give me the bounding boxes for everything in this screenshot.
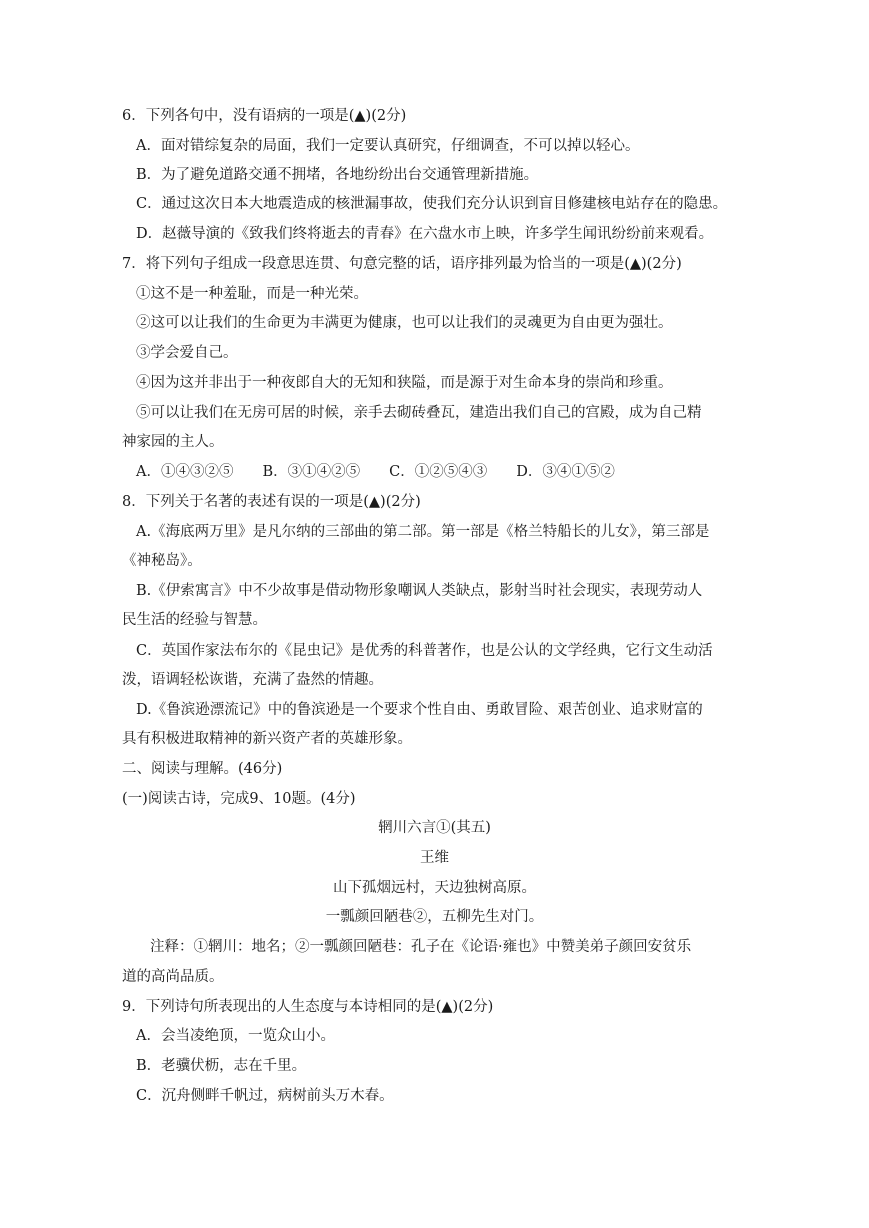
question-6-option-b: B．为了避免道路交通不拥堵，各地纷纷出台交通管理新措施。 (136, 167, 539, 183)
question-8-option-c: C．英国作家法布尔的《昆虫记》是优秀的科普著作，也是公认的文学经典，它行文生动活 (136, 643, 713, 659)
question-6-option-d: D．赵薇导演的《致我们终将逝去的青春》在六盘水市上映，许多学生闻讯纷纷前来观看。 (136, 226, 714, 242)
question-9-option-c: C．沉舟侧畔千帆过，病树前头万木春。 (136, 1088, 394, 1104)
question-7-sentence-4: ④因为这并非出于一种夜郎自大的无知和狭隘，而是源于对生命本身的崇尚和珍重。 (136, 375, 673, 391)
poem-author: 王维 (420, 850, 449, 866)
poem-line-1: 山下孤烟远村，天边独树高原。 (333, 880, 536, 896)
poem-line-2: 一瓢颜回陋巷②，五柳先生对门。 (325, 909, 544, 925)
question-7-stem: 7．将下列句子组成一段意思连贯、句意完整的话，语序排列最为恰当的一项是(▲)(2分) (122, 256, 682, 272)
question-6-option-c: C．通过这次日本大地震造成的核泄漏事故，使我们充分认识到盲目修建核电站存在的隐患。 (136, 196, 728, 212)
question-8-option-c-cont: 泼，语调轻松诙谐，充满了盎然的情趣。 (122, 672, 383, 688)
question-6-option-a: A．面对错综复杂的局面，我们一定要认真研究，仔细调查，不可以掉以轻心。 (136, 138, 640, 154)
question-8-option-b: B.《伊索寓言》中不少故事是借动物形象嘲讽人类缺点，影射当时社会现实，表现劳动人 (136, 583, 703, 599)
poem-title: 辋川六言①(其五) (378, 820, 491, 836)
question-8-option-a-cont: 《神秘岛》。 (122, 553, 202, 569)
question-9-stem: 9．下列诗句所表现出的人生态度与本诗相同的是(▲)(2分) (122, 999, 494, 1015)
question-7-sentence-2: ②这可以让我们的生命更为丰满更为健康，也可以让我们的灵魂更为自由更为强壮。 (136, 315, 673, 331)
question-6-stem: 6．下列各句中，没有语病的一项是(▲)(2分) (122, 108, 407, 124)
section-2-heading: 二、阅读与理解。(46分) (122, 761, 283, 777)
question-8-option-a: A.《海底两万里》是凡尔纳的三部曲的第二部。第一部是《格兰特船长的儿女》，第三部是 (136, 524, 710, 540)
question-7-sentence-3: ③学会爱自己。 (136, 345, 238, 361)
question-9-option-a: A．会当凌绝顶，一览众山小。 (136, 1028, 335, 1044)
question-8-option-b-cont: 民生活的经验与智慧。 (122, 612, 267, 628)
question-7-sentence-1: ①这不是一种羞耻，而是一种光荣。 (136, 286, 368, 302)
poem-notes-cont: 道的高尚品质。 (122, 969, 224, 985)
question-7-sentence-5-cont: 神家园的主人。 (122, 434, 224, 450)
question-7-sentence-5: ⑤可以让我们在无房可居的时候，亲手去砌砖叠瓦，建造出我们自己的宫殿，成为自己精 (136, 405, 702, 421)
question-8-option-d-cont: 具有积极进取精神的新兴资产者的英雄形象。 (122, 731, 412, 747)
poem-notes: 注释：①辋川：地名；②一瓢颜回陋巷：孔子在《论语·雍也》中赞美弟子颜回安贫乐 (150, 939, 692, 955)
question-9-option-b: B．老骥伏枥，志在千里。 (136, 1058, 307, 1074)
part-1-heading: (一)阅读古诗，完成9、10题。(4分) (122, 791, 356, 807)
question-8-option-d: D.《鲁滨逊漂流记》中的鲁滨逊是一个要求个性自由、勇敢冒险、艰苦创业、追求财富的 (136, 702, 703, 718)
question-8-stem: 8．下列关于名著的表述有误的一项是(▲)(2分) (122, 494, 421, 510)
question-7-options: A．①④③②⑤ B．③①④②⑤ C．①②⑤④③ D．③④①⑤② (136, 464, 615, 480)
